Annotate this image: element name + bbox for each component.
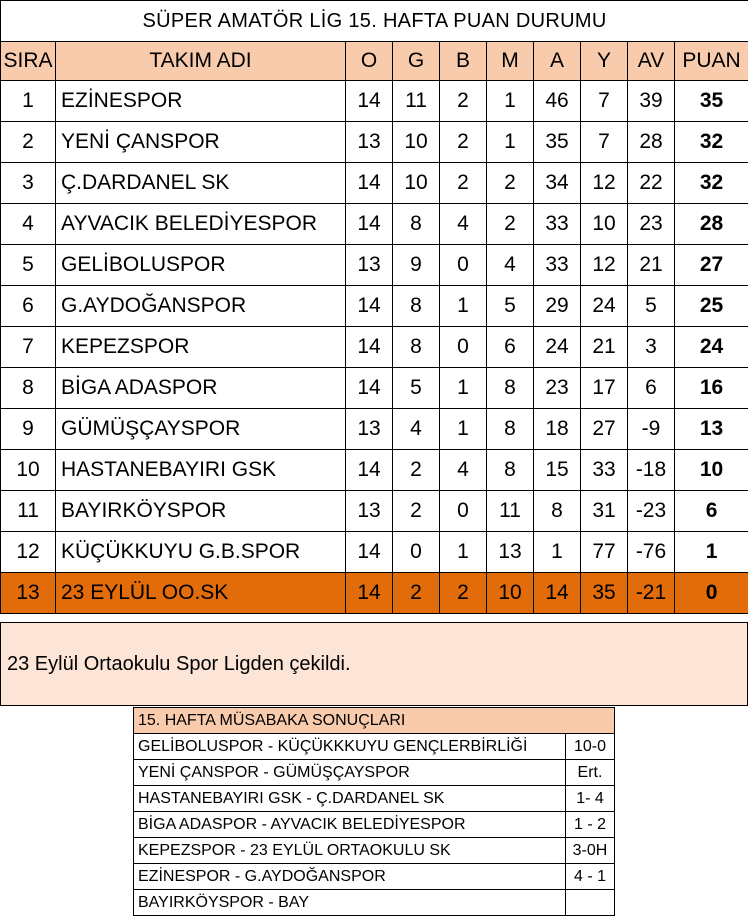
cell-puan: 13 (675, 409, 748, 450)
result-match: BAYIRKÖYSPOR - BAY (134, 890, 566, 916)
cell-b: 0 (440, 245, 487, 286)
results-title: 15. HAFTA MÜSABAKA SONUÇLARI (134, 708, 615, 734)
header-y: Y (581, 42, 628, 81)
cell-av: -23 (628, 491, 675, 532)
table-row (1, 491, 748, 532)
cell-team: HASTANEBAYIRI GSK (56, 450, 346, 491)
cell-sira: 7 (1, 327, 56, 368)
result-match: GELİBOLUSPOR - KÜÇÜKKKUYU GENÇLERBİRLİĞİ (134, 734, 566, 760)
cell-a: 1 (534, 532, 581, 573)
cell-b: 4 (440, 450, 487, 491)
result-row (134, 838, 615, 864)
header-row (1, 42, 748, 81)
cell-puan: 32 (675, 163, 748, 204)
cell-o: 13 (346, 122, 393, 163)
result-score: 10-0 (566, 734, 615, 760)
cell-m: 10 (487, 573, 534, 614)
cell-a: 34 (534, 163, 581, 204)
cell-m: 1 (487, 81, 534, 122)
cell-sira: 11 (1, 491, 56, 532)
cell-sira: 9 (1, 409, 56, 450)
cell-av: -9 (628, 409, 675, 450)
cell-sira: 8 (1, 368, 56, 409)
cell-b: 2 (440, 81, 487, 122)
cell-b: 1 (440, 409, 487, 450)
cell-o: 13 (346, 491, 393, 532)
cell-m: 1 (487, 122, 534, 163)
cell-b: 1 (440, 368, 487, 409)
cell-puan: 28 (675, 204, 748, 245)
cell-team: EZİNESPOR (56, 81, 346, 122)
result-match: BİGA ADASPOR - AYVACIK BELEDİYESPOR (134, 812, 566, 838)
cell-sira: 5 (1, 245, 56, 286)
cell-a: 33 (534, 245, 581, 286)
cell-b: 2 (440, 163, 487, 204)
cell-sira: 3 (1, 163, 56, 204)
cell-sira: 4 (1, 204, 56, 245)
cell-team: G.AYDOĞANSPOR (56, 286, 346, 327)
cell-m: 2 (487, 163, 534, 204)
cell-b: 2 (440, 122, 487, 163)
result-match: EZİNESPOR - G.AYDOĞANSPOR (134, 864, 566, 890)
header-m: M (487, 42, 534, 81)
cell-b: 2 (440, 573, 487, 614)
standings-body (1, 81, 748, 614)
header-takim: TAKIM ADI (56, 42, 346, 81)
cell-m: 2 (487, 204, 534, 245)
cell-g: 10 (393, 163, 440, 204)
cell-team: 23 EYLÜL OO.SK (56, 573, 346, 614)
cell-o: 14 (346, 163, 393, 204)
cell-av: 21 (628, 245, 675, 286)
cell-team: KEPEZSPOR (56, 327, 346, 368)
cell-o: 14 (346, 450, 393, 491)
cell-o: 14 (346, 327, 393, 368)
cell-team: GÜMÜŞÇAYSPOR (56, 409, 346, 450)
cell-puan: 6 (675, 491, 748, 532)
cell-m: 8 (487, 368, 534, 409)
cell-av: -18 (628, 450, 675, 491)
header-o: O (346, 42, 393, 81)
cell-m: 5 (487, 286, 534, 327)
cell-m: 4 (487, 245, 534, 286)
cell-y: 7 (581, 122, 628, 163)
cell-y: 77 (581, 532, 628, 573)
result-match: KEPEZSPOR - 23 EYLÜL ORTAOKULU SK (134, 838, 566, 864)
cell-b: 0 (440, 491, 487, 532)
title-row (1, 1, 748, 42)
cell-av: 22 (628, 163, 675, 204)
cell-g: 11 (393, 81, 440, 122)
cell-o: 14 (346, 573, 393, 614)
cell-y: 7 (581, 81, 628, 122)
cell-o: 13 (346, 409, 393, 450)
result-score: 1- 4 (566, 786, 615, 812)
cell-a: 8 (534, 491, 581, 532)
cell-sira: 12 (1, 532, 56, 573)
cell-g: 8 (393, 327, 440, 368)
cell-y: 12 (581, 163, 628, 204)
withdrawal-notice (0, 622, 748, 706)
cell-team: BİGA ADASPOR (56, 368, 346, 409)
result-row (134, 734, 615, 760)
cell-o: 14 (346, 81, 393, 122)
cell-team: GELİBOLUSPOR (56, 245, 346, 286)
result-row (134, 760, 615, 786)
cell-g: 2 (393, 573, 440, 614)
cell-a: 24 (534, 327, 581, 368)
cell-av: 3 (628, 327, 675, 368)
cell-m: 6 (487, 327, 534, 368)
header-g: G (393, 42, 440, 81)
cell-y: 12 (581, 245, 628, 286)
table-row (1, 204, 748, 245)
result-row (134, 890, 615, 916)
table-row (1, 81, 748, 122)
table-row (1, 368, 748, 409)
cell-m: 13 (487, 532, 534, 573)
results-header-row (134, 708, 615, 734)
cell-o: 14 (346, 204, 393, 245)
cell-m: 8 (487, 409, 534, 450)
cell-y: 33 (581, 450, 628, 491)
cell-puan: 27 (675, 245, 748, 286)
cell-av: -21 (628, 573, 675, 614)
cell-puan: 1 (675, 532, 748, 573)
cell-av: 5 (628, 286, 675, 327)
result-score: 3-0H (566, 838, 615, 864)
cell-g: 4 (393, 409, 440, 450)
cell-sira: 2 (1, 122, 56, 163)
table-row (1, 245, 748, 286)
cell-y: 17 (581, 368, 628, 409)
notice-text: 23 Eylül Ortaokulu Spor Ligden çekildi. (7, 653, 351, 675)
cell-puan: 32 (675, 122, 748, 163)
cell-puan: 0 (675, 573, 748, 614)
cell-sira: 1 (1, 81, 56, 122)
cell-av: 39 (628, 81, 675, 122)
cell-team: BAYIRKÖYSPOR (56, 491, 346, 532)
cell-o: 14 (346, 532, 393, 573)
cell-b: 1 (440, 532, 487, 573)
cell-av: 6 (628, 368, 675, 409)
cell-o: 14 (346, 286, 393, 327)
cell-puan: 24 (675, 327, 748, 368)
cell-a: 33 (534, 204, 581, 245)
header-av: AV (628, 42, 675, 81)
result-row (134, 786, 615, 812)
cell-puan: 10 (675, 450, 748, 491)
cell-a: 18 (534, 409, 581, 450)
table-row (1, 532, 748, 573)
cell-sira: 10 (1, 450, 56, 491)
header-puan: PUAN (675, 42, 748, 81)
cell-sira: 6 (1, 286, 56, 327)
result-score: 4 - 1 (566, 864, 615, 890)
result-row (134, 812, 615, 838)
header-b: B (440, 42, 487, 81)
cell-av: -76 (628, 532, 675, 573)
cell-av: 28 (628, 122, 675, 163)
cell-a: 14 (534, 573, 581, 614)
cell-a: 15 (534, 450, 581, 491)
cell-y: 21 (581, 327, 628, 368)
cell-av: 23 (628, 204, 675, 245)
result-match: HASTANEBAYIRI GSK - Ç.DARDANEL SK (134, 786, 566, 812)
cell-g: 8 (393, 286, 440, 327)
cell-puan: 35 (675, 81, 748, 122)
result-score: 1 - 2 (566, 812, 615, 838)
cell-b: 1 (440, 286, 487, 327)
cell-y: 24 (581, 286, 628, 327)
result-match: YENİ ÇANSPOR - GÜMÜŞÇAYSPOR (134, 760, 566, 786)
cell-puan: 25 (675, 286, 748, 327)
cell-g: 5 (393, 368, 440, 409)
table-row (1, 450, 748, 491)
cell-g: 10 (393, 122, 440, 163)
table-row (1, 573, 748, 614)
cell-team: AYVACIK BELEDİYESPOR (56, 204, 346, 245)
table-row (1, 327, 748, 368)
cell-a: 46 (534, 81, 581, 122)
cell-m: 11 (487, 491, 534, 532)
cell-y: 31 (581, 491, 628, 532)
results-table (133, 707, 615, 916)
header-a: A (534, 42, 581, 81)
result-score (566, 890, 615, 916)
cell-g: 2 (393, 450, 440, 491)
table-row (1, 122, 748, 163)
cell-m: 8 (487, 450, 534, 491)
cell-g: 9 (393, 245, 440, 286)
table-row (1, 163, 748, 204)
cell-o: 14 (346, 368, 393, 409)
cell-team: YENİ ÇANSPOR (56, 122, 346, 163)
cell-g: 0 (393, 532, 440, 573)
cell-a: 23 (534, 368, 581, 409)
cell-a: 29 (534, 286, 581, 327)
results-body (134, 734, 615, 916)
cell-y: 27 (581, 409, 628, 450)
cell-g: 2 (393, 491, 440, 532)
header-sira: SIRA (1, 42, 56, 81)
cell-y: 10 (581, 204, 628, 245)
cell-team: Ç.DARDANEL SK (56, 163, 346, 204)
table-title: SÜPER AMATÖR LİG 15. HAFTA PUAN DURUMU (1, 1, 748, 42)
table-row (1, 409, 748, 450)
cell-g: 8 (393, 204, 440, 245)
cell-team: KÜÇÜKKUYU G.B.SPOR (56, 532, 346, 573)
result-row (134, 864, 615, 890)
result-score: Ert. (566, 760, 615, 786)
cell-b: 4 (440, 204, 487, 245)
cell-a: 35 (534, 122, 581, 163)
cell-b: 0 (440, 327, 487, 368)
cell-puan: 16 (675, 368, 748, 409)
table-row (1, 286, 748, 327)
cell-o: 13 (346, 245, 393, 286)
cell-y: 35 (581, 573, 628, 614)
cell-sira: 13 (1, 573, 56, 614)
